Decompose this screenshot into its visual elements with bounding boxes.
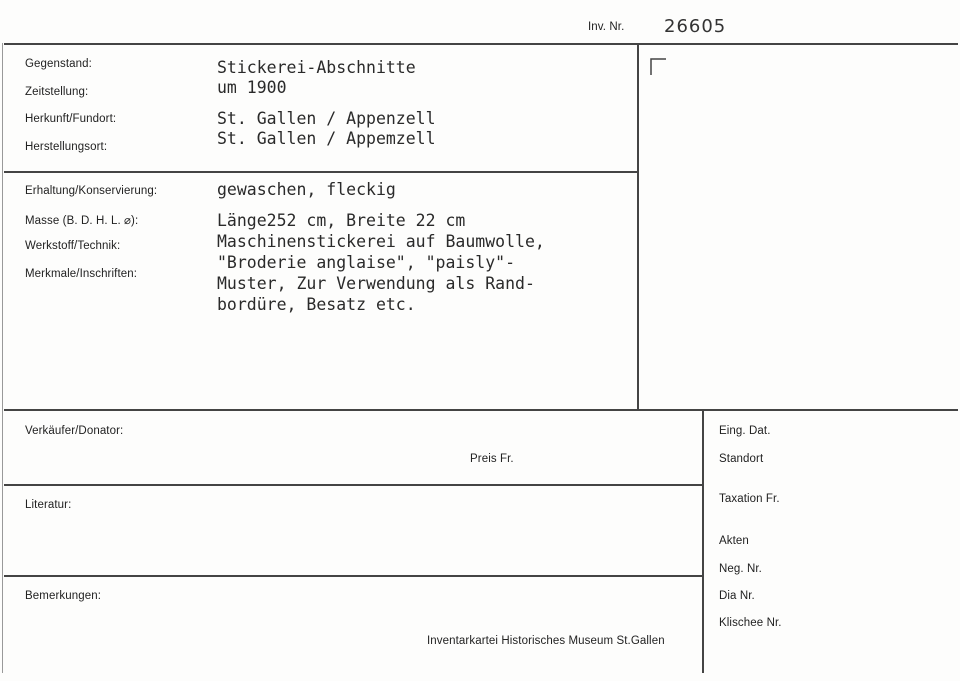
label-seller-donor: Verkäufer/Donator: [25, 425, 124, 437]
description-line: Muster, Zur Verwendung als Rand- [217, 274, 535, 293]
label-dimensions: Masse (B. D. H. L. ⌀): [25, 215, 139, 227]
label-material-technique: Werkstoff/Technik: [25, 240, 121, 252]
rule-seller [4, 484, 704, 486]
label-price: Preis Fr. [470, 453, 514, 465]
rule-left-edge [2, 43, 3, 673]
rule-section2 [4, 409, 958, 411]
label-slide-number: Dia Nr. [719, 590, 755, 602]
label-location: Standort [719, 453, 764, 465]
inventory-number: 26605 [664, 16, 727, 37]
rule-literature [4, 575, 704, 577]
description-line: "Broderie anglaise", "paisly"- [217, 253, 516, 272]
label-negative-number: Neg. Nr. [719, 563, 762, 575]
value-object: Stickerei-Abschnitte [217, 58, 416, 77]
label-object: Gegenstand: [25, 58, 92, 70]
label-entry-date: Eing. Dat. [719, 425, 771, 437]
value-condition: gewaschen, fleckig [217, 180, 396, 199]
label-production-place: Herstellungsort: [25, 141, 108, 153]
label-condition: Erhaltung/Konservierung: [25, 185, 158, 197]
value-production-place: St. Gallen / Appemzell [217, 129, 436, 148]
label-files: Akten [719, 535, 749, 547]
value-provenance: St. Gallen / Appenzell [217, 109, 436, 128]
description-line: Länge252 cm, Breite 22 cm [217, 211, 466, 230]
value-period: um 1900 [217, 78, 287, 97]
description-line: Maschinenstickerei auf Baumwolle, [217, 232, 545, 251]
label-features-inscriptions: Merkmale/Inschriften: [25, 268, 138, 280]
description-line: bordüre, Besatz etc. [217, 295, 416, 314]
rule-section1 [4, 171, 638, 173]
photo-corner-mark [650, 58, 668, 76]
label-period: Zeitstellung: [25, 86, 89, 98]
card-footer: Inventarkartei Historisches Museum St.Gallen [427, 635, 665, 647]
label-literature: Literatur: [25, 499, 72, 511]
label-valuation: Taxation Fr. [719, 493, 780, 505]
inventory-number-label: Inv. Nr. [588, 21, 625, 33]
label-provenance: Herkunft/Fundort: [25, 113, 117, 125]
rule-header [4, 43, 958, 45]
rule-vertical-upper [637, 43, 639, 411]
label-remarks: Bemerkungen: [25, 590, 101, 602]
label-cliche-number: Klischee Nr. [719, 617, 782, 629]
rule-vertical-lower [702, 409, 704, 673]
